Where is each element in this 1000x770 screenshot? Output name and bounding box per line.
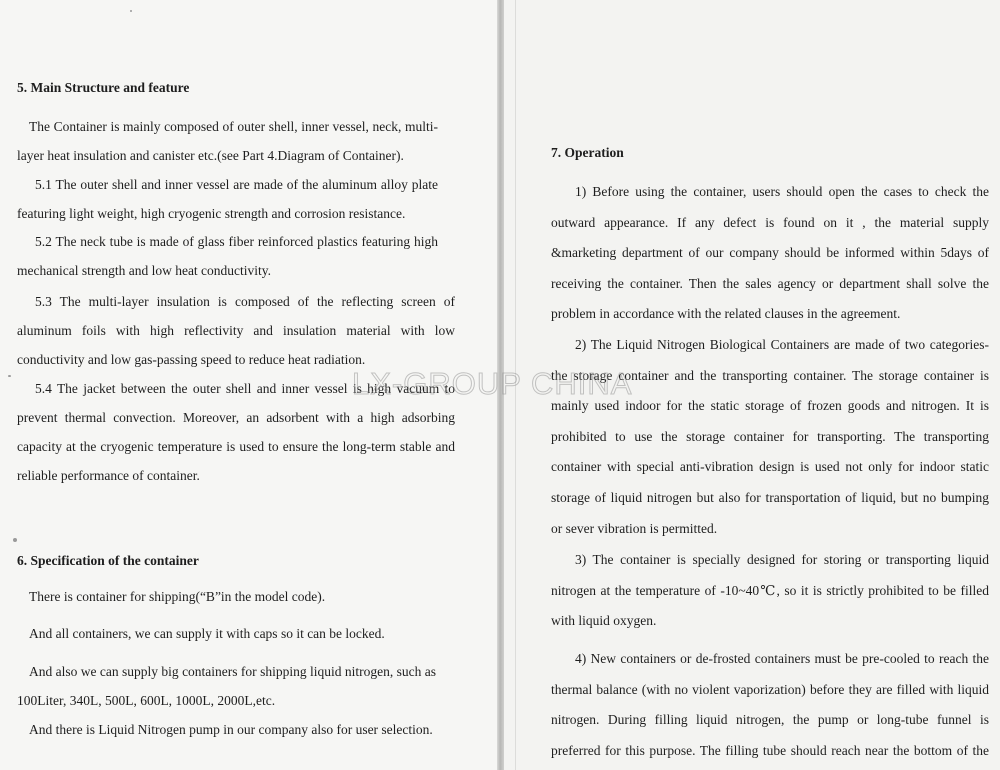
text-line: thermal balance (with no violent vaporization) before they are filled with liquid xyxy=(551,681,989,697)
text-line: 5.3 The multi-layer insulation is composed of the reflecting screen of xyxy=(35,294,455,309)
operation-item-4 xyxy=(551,644,989,766)
text-line: preferred for this purpose. The filling tube should reach near the bottom of the xyxy=(551,742,989,758)
text-line: 3) The container is specially designed for storing or transporting liquid xyxy=(575,552,989,567)
section-7-heading: 7. Operation xyxy=(551,145,624,160)
operation-item-1 xyxy=(551,177,989,330)
text-line: outward appearance. If any defect is found on it , the material supply xyxy=(551,214,989,230)
text-line: The Container is mainly composed of outer shell, inner vessel, neck, multi- xyxy=(29,119,438,134)
text-line: with liquid oxygen. xyxy=(551,613,657,629)
text-line: nitrogen at the temperature of -10~40℃, so it is strictly prohibited to be filled xyxy=(551,582,989,598)
section-6-line-2: And all containers, we can supply it with caps so it can be locked. xyxy=(29,626,385,641)
watermark: LX-GROUP CHINA xyxy=(352,366,633,401)
section-5-intro xyxy=(17,112,438,170)
section-6-line-4: And there is Liquid Nitrogen pump in our company also for user selection. xyxy=(29,722,433,737)
text-line: 4) New containers or de-frosted containers must be pre-cooled to reach the xyxy=(575,651,989,666)
text-line: 5.4 The jacket between the outer shell and inner vessel is high vacuum to xyxy=(35,381,455,396)
text-line: mainly used indoor for the static storage of frozen goods and nitrogen. It is xyxy=(551,398,989,414)
text-line: the storage container and the transporting container. The storage container is xyxy=(551,367,989,383)
text-line: conductivity and low gas-passing speed to reduce heat radiation. xyxy=(17,352,366,367)
section-5-2-paragraph xyxy=(17,227,438,285)
text-line: mechanical strength and low heat conductivity. xyxy=(17,263,272,278)
section-6-line-3 xyxy=(17,657,436,715)
scan-speck xyxy=(130,10,132,12)
section-5-3-paragraph xyxy=(17,287,455,374)
text-line: 2) The Liquid Nitrogen Biological Containers are made of two categories- xyxy=(575,337,989,352)
section-6-line-1: There is container for shipping(“B”in the model code). xyxy=(29,589,326,604)
text-line: container with special anti-vibration design is used not only for indoor static xyxy=(551,459,989,475)
text-line: featuring light weight, high cryogenic strength and corrosion resistance. xyxy=(17,206,406,221)
text-line: receiving the container. Then the sales agency or department shall solve the xyxy=(551,275,989,291)
text-line: layer heat insulation and canister etc.(see Part 4.Diagram of Container). xyxy=(17,148,404,163)
text-line: or sever vibration is permitted. xyxy=(551,520,718,536)
text-line: reliable performance of container. xyxy=(17,468,200,483)
text-line: 5.1 The outer shell and inner vessel are made of the aluminum alloy plate xyxy=(35,177,438,192)
text-line: 1) Before using the container, users should open the cases to check the xyxy=(575,184,989,199)
text-line: prevent thermal convection. Moreover, an adsorbent with a high adsorbing xyxy=(17,410,455,425)
text-line: storage of liquid nitrogen but also for transportation of liquid, but no bumping xyxy=(551,489,989,505)
text-line: problem in accordance with the related clauses in the agreement. xyxy=(551,306,901,322)
scan-speck xyxy=(13,538,17,542)
section-5-heading: 5. Main Structure and feature xyxy=(17,80,190,95)
scan-speck xyxy=(8,375,11,377)
text-line: &marketing department of our company should be informed within 5days of xyxy=(551,245,989,261)
operation-item-2 xyxy=(551,330,989,544)
text-line: And also we can supply big containers for shipping liquid nitrogen, such as xyxy=(29,664,436,679)
text-line: prohibited to use the storage container for transporting. The transporting xyxy=(551,428,989,444)
text-line: aluminum foils with high reflectivity and insulation material with low xyxy=(17,323,455,338)
text-line: capacity at the cryogenic temperature is used to ensure the long-term stable and xyxy=(17,439,455,454)
operation-item-3 xyxy=(551,545,989,637)
section-6-heading: 6. Specification of the container xyxy=(17,553,199,568)
section-5-1-paragraph xyxy=(17,170,438,228)
text-line: nitrogen. During filling liquid nitrogen, the pump or long-tube funnel is xyxy=(551,712,989,728)
text-line: 5.2 The neck tube is made of glass fiber reinforced plastics featuring high xyxy=(35,234,438,249)
text-line: 100Liter, 340L, 500L, 600L, 1000L, 2000L,etc. xyxy=(17,693,276,708)
